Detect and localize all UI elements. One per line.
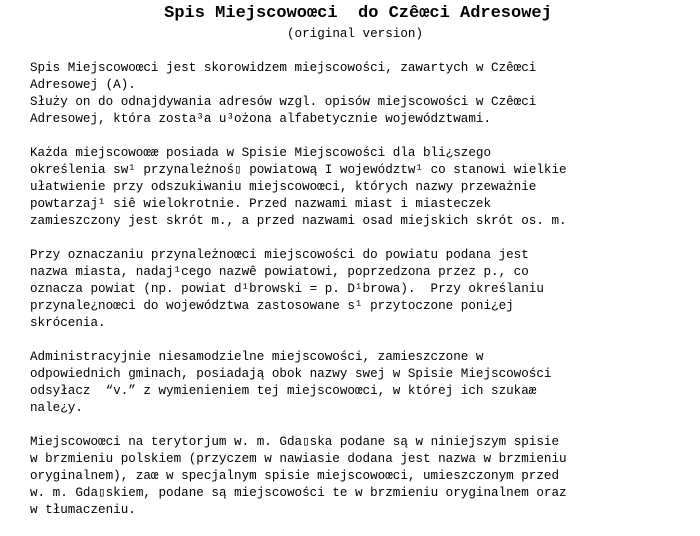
text-line: odpowiednich gminach, posiadają obok nazwy swej w Spisie Miejscowości xyxy=(30,367,552,381)
text-line: skrócenia. xyxy=(30,316,106,330)
text-line: oznacza powiat (np. powiat d¹browski = p. D¹browa). Przy określaniu xyxy=(30,282,544,296)
text-line: powtarzaj¹ siê wielokrotnie. Przed nazwami miast i miasteczek xyxy=(30,197,492,211)
text-line: Spis Miejscowoœci jest skorowidzem miejscowości, zawartych w Czêœci xyxy=(30,61,537,75)
text-line: w brzmieniu polskiem (przyczem w nawiasie dodana jest nazwa w brzmieniu xyxy=(30,452,567,466)
paragraph-1 xyxy=(30,60,698,128)
document-subtitle: (original version) xyxy=(286,27,424,41)
paragraph-2 xyxy=(30,145,698,230)
text-line: Przy oznaczaniu przynależnoœci miejscowości do powiatu podana jest xyxy=(30,248,529,262)
text-line: nale¿y. xyxy=(30,401,83,415)
paragraph-5 xyxy=(30,434,698,519)
text-line: określenia sw¹ przynależnoś▯ powiatową I województw¹ co stanowi wielkie xyxy=(30,163,567,177)
text-line: Służy on do odnajdywania adresów wzgl. opisów miejscowości w Czêœci xyxy=(30,95,537,109)
text-line: odsyłacz “v.” z wymienieniem tej miejscowoœci, w której ich szukaæ xyxy=(30,384,537,398)
text-line: oryginalnem), zaœ w specjalnym spisie miejscowoœci, umieszczonym przed xyxy=(30,469,560,483)
document-body xyxy=(30,60,698,536)
paragraph-3 xyxy=(30,247,698,332)
text-line: Każda miejscowoœæ posiada w Spisie Miejscowości dla bli¿szego xyxy=(30,146,492,160)
text-line: ułatwienie przy odszukiwaniu miejscowoœci, których nazwy przeważnie xyxy=(30,180,537,194)
text-line: przynale¿noœci do województwa zastosowane s¹ przytoczone poni¿ej xyxy=(30,299,514,313)
text-line: w. m. Gda▯skiem, podane są miejscowości te w brzmieniu oryginalnem oraz xyxy=(30,486,567,500)
text-line: Administracyjnie niesamodzielne miejscowości, zamieszczone w xyxy=(30,350,484,364)
text-line: zamieszczony jest skrót m., a przed nazwami osad miejskich skrót os. m. xyxy=(30,214,567,228)
paragraph-4 xyxy=(30,349,698,417)
document-title: Spis Miejscowoœci do Czêœci Adresowej xyxy=(164,4,552,23)
text-line: w tłumaczeniu. xyxy=(30,503,136,517)
text-line: Adresowej, która zosta³a u³ożona alfabetycznie województwami. xyxy=(30,112,492,126)
text-line: Adresowej (A). xyxy=(30,78,136,92)
text-line: Miejscowoœci na terytorjum w. m. Gda▯ska podane są w niniejszym spisie xyxy=(30,435,560,449)
text-line: nazwa miasta, nadaj¹cego nazwê powiatowi, poprzedzona przez p., co xyxy=(30,265,529,279)
